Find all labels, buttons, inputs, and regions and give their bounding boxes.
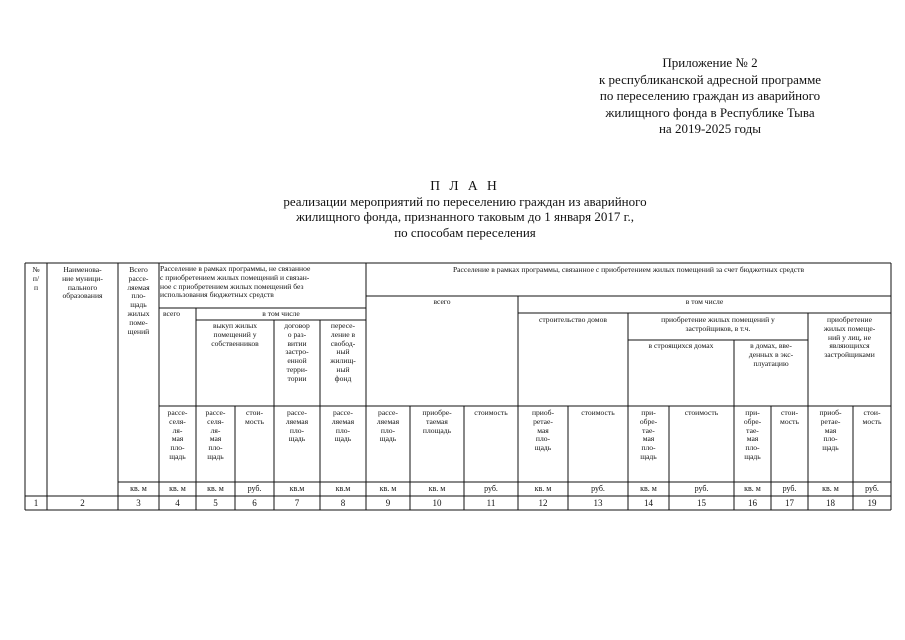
- subheader-7: рассе- ляемая пло- щадь: [285, 409, 309, 444]
- unit-cell: кв. м: [822, 484, 839, 493]
- appendix-block: [560, 55, 860, 138]
- header-a-contract: договор о раз- витии застро- енной терри- тории: [284, 322, 310, 383]
- unit-cell: кв. м: [640, 484, 657, 493]
- subheader-9: рассе- ляемая пло- щадь: [376, 409, 400, 444]
- subheader-15: стоимость: [684, 409, 719, 417]
- column-number: 16: [748, 498, 757, 508]
- subheader-11: стоимость: [474, 409, 508, 417]
- appendix-line: к республиканской адресной программе: [598, 71, 822, 87]
- header-b-from-nondevelopers: приобретение жилых помеще- ний у лиц, не являющихся застройщиками: [823, 316, 876, 360]
- subheader-16: при- обре- тае- мая пло- щадь: [743, 409, 762, 461]
- column-number: 5: [213, 498, 218, 508]
- column-number: 3: [136, 498, 141, 508]
- unit-cell: кв.м: [289, 484, 305, 493]
- subheader-8: рассе- ляемая пло- щадь: [331, 409, 355, 444]
- subheader-13: стоимость: [581, 409, 615, 417]
- column-number: 13: [593, 498, 603, 508]
- unit-cell: кв. м: [428, 484, 446, 493]
- plan-title-block: [255, 178, 675, 240]
- column-number: 19: [867, 498, 877, 508]
- subheader-17: стои- мость: [780, 409, 799, 426]
- unit-cell: кв. м: [130, 484, 147, 493]
- header-b-including: в том числе: [685, 298, 724, 306]
- unit-cell: кв. м: [207, 484, 224, 493]
- appendix-line: по переселению граждан из аварийного: [599, 88, 821, 103]
- subheader-14: при- обре- тае- мая пло- щадь: [639, 409, 658, 461]
- plan-heading: П Л А Н: [430, 178, 500, 193]
- column-number: 8: [340, 498, 346, 508]
- column-number: 10: [432, 498, 442, 508]
- plan-line: жилищного фонда, признанного таковым до 1 января 2017 г.,: [295, 209, 635, 224]
- subheader-19: стои- мость: [862, 409, 882, 426]
- column-number: 14: [644, 498, 653, 508]
- column-number: 6: [252, 498, 257, 508]
- unit-cell: руб.: [694, 484, 709, 493]
- subheader-4: рассе- селя- ля- мая пло- щадь: [167, 409, 188, 461]
- unit-cell: руб.: [865, 484, 879, 493]
- subheader-5: рассе- селя- ля- мая пло- щадь: [205, 409, 226, 461]
- unit-cell: кв. м: [744, 484, 761, 493]
- header-b-from-developers: приобретение жилых помещений у застройщиков, в т.ч.: [661, 316, 775, 333]
- plan-line: реализации мероприятий по переселению граждан из аварийного: [283, 193, 647, 209]
- unit-cell: кв.м: [335, 484, 351, 493]
- column-number: 11: [486, 498, 496, 508]
- header-a-including: в том числе: [262, 310, 300, 318]
- column-number: 2: [80, 498, 85, 508]
- unit-cell: руб.: [591, 484, 605, 493]
- subheader-10: приобре- таемая площадь: [422, 409, 452, 435]
- header-a-free-fund: пересе- ление в свобод- ный жилищ- ный фонд: [330, 322, 356, 383]
- header-b-commissioned: в домах, вве- денных в экс- плуатацию: [748, 342, 794, 368]
- header-b-under-construction: в строящихся домах: [648, 342, 714, 350]
- header-col-number: № п/ п: [32, 266, 40, 292]
- column-number: 4: [175, 498, 180, 508]
- column-number: 7: [294, 498, 300, 508]
- header-group-a: Расселение в рамках программы, не связанное с приобретением жилых помещений и связан- ное с приобретением жилых помещений без использования бюджетных средств: [160, 265, 311, 300]
- subheader-12: приоб- ретае- мая пло- щадь: [531, 409, 555, 453]
- unit-cell: руб.: [247, 484, 262, 493]
- plan-line: по способам переселения: [394, 224, 536, 240]
- column-number: 9: [385, 498, 391, 508]
- header-b-construction: строительство домов: [538, 316, 607, 324]
- header-a-total: всего: [163, 310, 181, 318]
- appendix-line: на 2019-2025 годы: [658, 121, 762, 136]
- subheader-6: стои- мость: [245, 409, 264, 426]
- unit-cell: кв. м: [379, 484, 397, 493]
- column-number: 12: [538, 498, 548, 508]
- unit-cell: кв. м: [169, 484, 186, 493]
- header-group-b: Расселение в рамках программы, связанное с приобретением жилых помещений за счет бюджетных средств: [452, 266, 805, 274]
- unit-cell: руб.: [484, 484, 498, 493]
- subheader-18: приоб- ретае- мая пло- щадь: [819, 409, 842, 453]
- unit-cell: кв. м: [534, 484, 552, 493]
- appendix-line: Приложение № 2: [662, 55, 758, 70]
- unit-cell: руб.: [782, 484, 797, 493]
- column-number: 1: [33, 498, 39, 508]
- column-number: 15: [697, 498, 706, 508]
- header-municipality: Наименова- ние муници- пального образования: [62, 266, 103, 301]
- header-total-area: Всего рассе- ляемая пло- щадь жилых поме- щений: [127, 266, 150, 336]
- appendix-line: жилищного фонда в Республике Тыва: [605, 104, 815, 120]
- column-number: 18: [826, 498, 835, 508]
- header-b-total: всего: [433, 298, 451, 306]
- header-a-buyout: выкуп жилых помещений у собственников: [211, 322, 259, 348]
- column-number: 17: [785, 498, 794, 508]
